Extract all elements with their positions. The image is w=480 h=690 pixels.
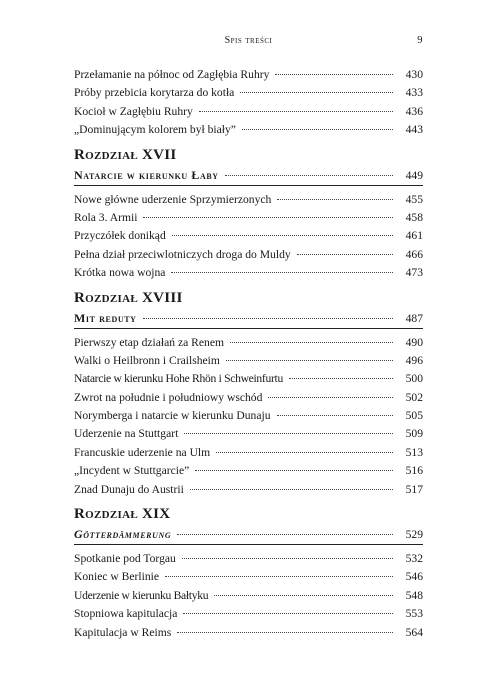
toc-entry-title: Walki o Heilbronn i Crailsheim	[74, 353, 220, 367]
toc-entry-title: Norymberga i natarcie w kierunku Dunaju	[74, 409, 271, 423]
toc-entry-page: 473	[405, 266, 423, 280]
toc-entry[interactable]	[74, 334, 423, 352]
dot-leader	[143, 317, 393, 319]
dot-leader	[240, 91, 393, 93]
running-title: Spis treści	[224, 35, 273, 46]
toc-entry-page: 461	[405, 229, 423, 243]
toc-entry[interactable]	[74, 191, 423, 209]
toc-entry-title: „Incydent w Stuttgarcie”	[74, 464, 190, 478]
dot-leader	[226, 359, 393, 361]
toc-entry-page: 546	[405, 570, 423, 584]
chapter-title: Mit reduty	[74, 310, 137, 325]
toc-entry-page: 517	[405, 482, 423, 496]
chapter-title: Götterdämmerung	[74, 527, 172, 542]
toc-chapter-18	[74, 289, 423, 500]
toc-chapter-19	[74, 505, 423, 642]
dot-leader	[230, 341, 393, 343]
dot-leader	[275, 73, 393, 75]
toc-entry[interactable]	[74, 605, 423, 623]
toc-entry-page: 500	[405, 372, 423, 386]
toc-entry-title: Kapitulacja w Reims	[74, 625, 172, 639]
toc-entry[interactable]	[74, 370, 423, 388]
toc-entry-page: 490	[405, 335, 423, 349]
dot-leader	[182, 557, 393, 559]
dot-leader	[277, 414, 394, 416]
chapter-title-row[interactable]	[74, 524, 423, 545]
toc-entry-title: Spotkanie pod Torgau	[74, 552, 176, 566]
toc-entry[interactable]	[74, 407, 423, 425]
page-number: 9	[417, 35, 423, 46]
dot-leader	[289, 377, 393, 379]
toc-entry-page: 564	[405, 625, 423, 639]
chapter-heading: Rozdział XVII	[74, 146, 177, 163]
dot-leader	[216, 451, 393, 453]
toc-entry-page: 505	[405, 409, 423, 423]
toc-entry[interactable]	[74, 227, 423, 245]
dot-leader	[184, 432, 393, 434]
toc-entry[interactable]	[74, 264, 423, 282]
toc-entry-title: Francuskie uderzenie na Ulm	[74, 445, 211, 459]
toc-entry-title: Kocioł w Zagłębiu Ruhry	[74, 104, 193, 118]
chapter-title-row[interactable]	[74, 308, 423, 329]
toc-entry-title: Zwrot na południe i południowy wschód	[74, 390, 263, 404]
toc-entry-title: Natarcie w kierunku Hohe Rhön i Schweinfurtu	[74, 372, 283, 386]
toc-entry-title: Nowe główne uderzenie Sprzymierzonych	[74, 192, 272, 206]
dot-leader	[143, 216, 393, 218]
toc-entry-page: 443	[405, 123, 423, 137]
toc-entry[interactable]	[74, 444, 423, 462]
dot-leader	[190, 488, 393, 490]
toc-entry-title: Krótka nowa wojna	[74, 266, 166, 280]
dot-leader	[214, 594, 393, 596]
toc-entry-page: 496	[405, 353, 423, 367]
toc-entry-title: Znad Dunaju do Austrii	[74, 482, 184, 496]
chapter-title-row[interactable]	[74, 165, 423, 186]
toc-section-continued	[74, 66, 423, 140]
dot-leader	[277, 198, 393, 200]
toc-entry[interactable]	[74, 550, 423, 568]
toc-entry-page: 502	[405, 390, 423, 404]
dot-leader	[183, 612, 393, 614]
toc-entry-page: 532	[405, 552, 423, 566]
chapter-heading: Rozdział XIX	[74, 506, 171, 523]
toc-chapter-17	[74, 146, 423, 283]
chapter-title: Natarcie w kierunku Łaby	[74, 167, 219, 182]
toc-entry-title: Przyczółek donikąd	[74, 229, 166, 243]
toc-entry-page: 513	[405, 445, 423, 459]
dot-leader	[199, 110, 393, 112]
chapter-page: 449	[405, 168, 423, 182]
toc-entry-page: 436	[405, 104, 423, 118]
toc-entry-page: 458	[405, 210, 423, 224]
toc-entry[interactable]	[74, 587, 423, 605]
dot-leader	[177, 533, 393, 535]
chapter-page: 487	[405, 311, 423, 325]
dot-leader	[268, 396, 393, 398]
dot-leader	[165, 575, 393, 577]
dot-leader	[242, 128, 393, 130]
toc-entry-title: „Dominującym kolorem był biały”	[74, 123, 236, 137]
toc-entry-page: 433	[405, 86, 423, 100]
toc-entry[interactable]	[74, 103, 423, 121]
toc-entry[interactable]	[74, 389, 423, 407]
table-of-contents	[74, 66, 423, 642]
running-head	[74, 35, 423, 49]
toc-entry-title: Koniec w Berlinie	[74, 570, 159, 584]
toc-entry-title: Próby przebicia korytarza do kotła	[74, 86, 235, 100]
toc-entry-title: Uderzenie w kierunku Bałtyku	[74, 588, 209, 602]
toc-entry[interactable]	[74, 209, 423, 227]
toc-entry-page: 516	[405, 464, 423, 478]
toc-entry-title: Pierwszy etap działań za Renem	[74, 335, 225, 349]
toc-entry-page: 509	[405, 427, 423, 441]
toc-entry[interactable]	[74, 66, 423, 84]
toc-entry-title: Rola 3. Armii	[74, 210, 138, 224]
toc-entry-title: Pełna dział przeciwlotniczych droga do Muldy	[74, 247, 291, 261]
toc-entry-title: Przełamanie na północ od Zagłębia Ruhry	[74, 68, 270, 81]
chapter-page: 529	[405, 528, 423, 542]
toc-entry[interactable]	[74, 462, 423, 480]
chapter-heading: Rozdział XVIII	[74, 289, 183, 306]
toc-entry-page: 430	[405, 68, 423, 81]
dot-leader	[177, 631, 393, 633]
toc-entry-page: 553	[405, 607, 423, 621]
toc-entry[interactable]	[74, 246, 423, 264]
toc-entry[interactable]	[74, 352, 423, 370]
toc-entry[interactable]	[74, 624, 423, 642]
toc-entry-page: 455	[405, 192, 423, 206]
toc-entry-page: 466	[405, 247, 423, 261]
toc-entry[interactable]	[74, 121, 423, 139]
dot-leader	[225, 174, 393, 176]
toc-entry-page: 548	[405, 588, 423, 602]
dot-leader	[171, 271, 393, 273]
dot-leader	[172, 234, 393, 236]
dot-leader	[195, 469, 393, 471]
toc-entry[interactable]	[74, 481, 423, 499]
toc-entry[interactable]	[74, 568, 423, 586]
toc-entry[interactable]	[74, 425, 423, 443]
toc-entry-title: Uderzenie na Stuttgart	[74, 427, 179, 441]
dot-leader	[297, 253, 393, 255]
toc-entry-title: Stopniowa kapitulacja	[74, 607, 178, 621]
toc-entry[interactable]	[74, 84, 423, 102]
